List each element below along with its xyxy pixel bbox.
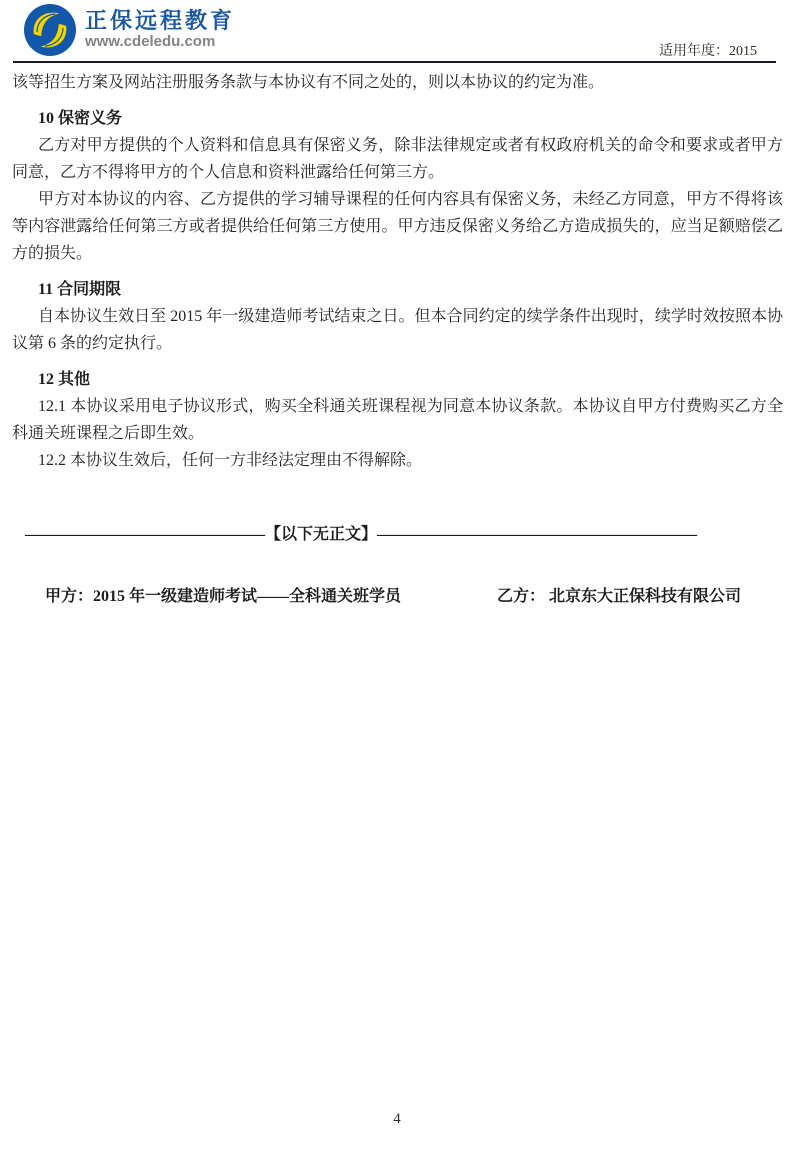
paragraph: 12.2 本协议生效后，任何一方非经法定理由不得解除。 <box>38 452 423 469</box>
paragraph-continuation: 该等招生方案及网站注册服务条款与本协议有不同之处的，则以本协议的约定为准。 <box>12 74 605 91</box>
divider-label: 【以下无正文】 <box>265 526 378 543</box>
paragraph: 自本协议生效日至 2015 年一级建造师考试结束之日。但本合同约定的续学条件出现时，续学时效按照本协议第 6 条的约定执行。 <box>12 308 783 352</box>
brand-swirl-logo-icon <box>24 4 76 56</box>
section-heading-12: 12 其他 <box>38 371 91 388</box>
paragraph: 12.1 本协议采用电子协议形式，购买全科通关班课程视为同意本协议条款。本协议自甲方付费购买乙方全科通关班课程之后即生效。 <box>12 398 783 442</box>
divider-left-dashes: ——————————————— <box>25 526 265 543</box>
brand-text-block <box>85 9 235 51</box>
paragraph: 甲方对本协议的内容、乙方提供的学习辅导课程的任何内容具有保密义务，未经乙方同意，甲方不得将该等内容泄露给任何第三方或者提供给任何第三方使用。甲方违反保密义务给乙方造成损失的，应当足额赔偿乙方的损失。 <box>12 191 783 262</box>
signature-row <box>12 583 783 610</box>
applicable-year-label: 适用年度：2015 <box>659 44 757 59</box>
party-a-signature: 甲方：2015 年一级建造师考试——全科通关班学员 <box>45 588 402 605</box>
brand-url: www.cdeledu.com <box>85 33 216 50</box>
end-of-text-divider <box>12 521 783 548</box>
paragraph: 乙方对甲方提供的个人资料和信息具有保密义务，除非法律规定或者有权政府机关的命令和要求或者甲方同意，乙方不得将甲方的个人信息和资料泄露给任何第三方。 <box>12 137 783 181</box>
party-b-signature: 乙方： 北京东大正保科技有限公司 <box>497 588 742 605</box>
section-heading-10: 10 保密义务 <box>38 110 123 127</box>
brand-header <box>24 4 235 56</box>
page-number: 4 <box>393 1111 401 1127</box>
section-heading-11: 11 合同期限 <box>38 281 122 298</box>
header-rule-divider <box>13 61 776 63</box>
brand-name: 正保远程教育 <box>85 8 236 33</box>
contract-body <box>12 69 783 610</box>
divider-right-dashes: ———————————————————— <box>377 526 698 543</box>
